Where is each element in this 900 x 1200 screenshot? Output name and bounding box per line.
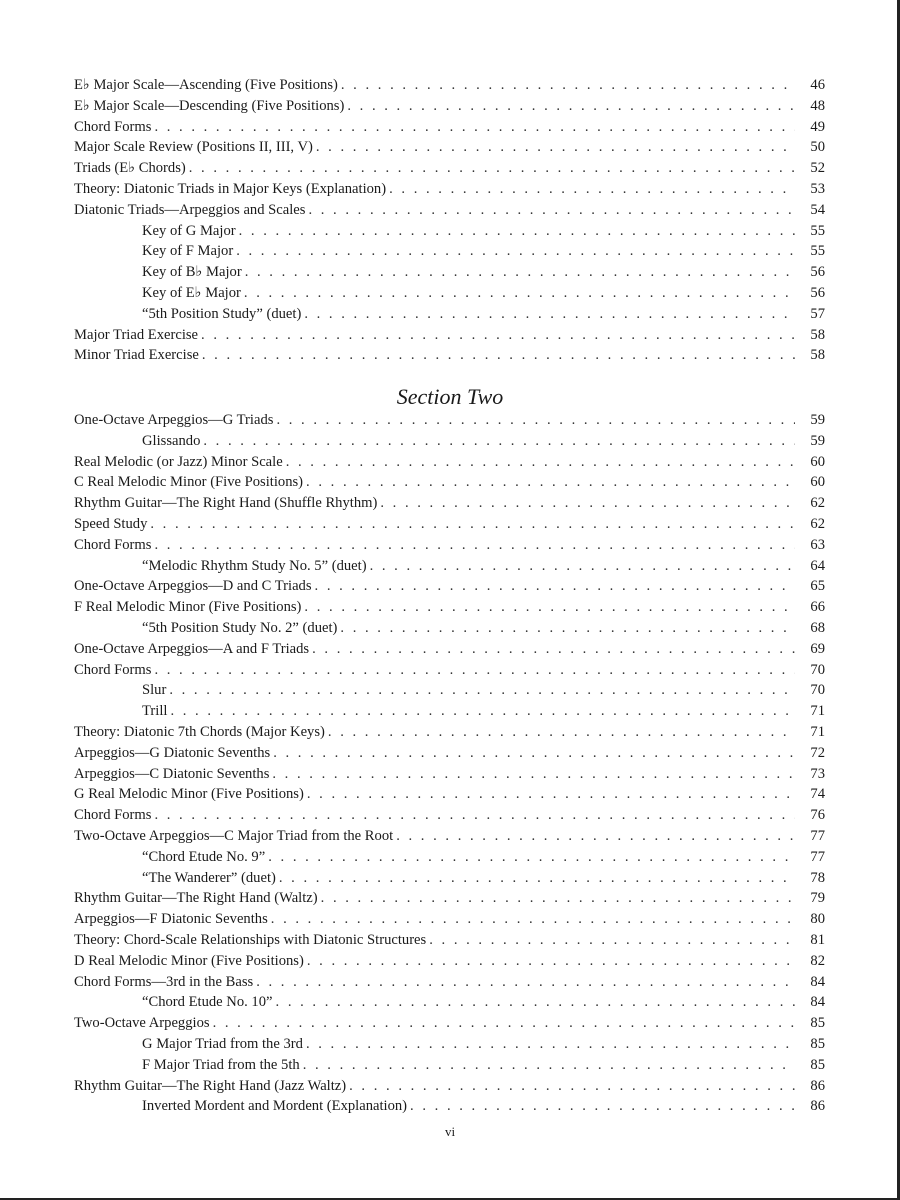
toc-entry-page: 57	[810, 305, 825, 322]
toc-entry-title: “The Wanderer” (duet)	[142, 869, 276, 886]
toc-entry-title: Theory: Diatonic Triads in Major Keys (Explanation)	[74, 180, 387, 197]
dot-leader	[189, 158, 795, 179]
toc-entry	[74, 345, 825, 366]
dot-leader	[306, 1034, 795, 1055]
toc-entry-page: 81	[810, 931, 825, 948]
toc-entry	[74, 117, 825, 138]
toc-entry-title: Triads (E♭ Chords)	[74, 160, 186, 177]
toc-entry	[74, 930, 825, 951]
dot-leader	[321, 888, 795, 909]
dot-leader	[203, 431, 795, 452]
dot-leader	[273, 743, 795, 764]
toc-entry-page: 84	[810, 973, 825, 990]
dot-leader	[307, 951, 795, 972]
toc-entry-page: 55	[810, 243, 825, 260]
toc-entry	[74, 909, 825, 930]
toc-entry-page: 56	[810, 284, 825, 301]
toc-entry	[74, 137, 825, 158]
toc-entry-page: 85	[810, 1035, 825, 1052]
toc-entry-page: 85	[810, 1015, 825, 1032]
toc-entry-title: “5th Position Study” (duet)	[142, 305, 302, 322]
dot-leader	[268, 847, 795, 868]
toc-entry	[74, 262, 825, 283]
toc-entry	[74, 1096, 825, 1117]
toc-entry-title: Key of F Major	[142, 243, 234, 260]
toc-entry-title: Arpeggios—F Diatonic Sevenths	[74, 911, 268, 928]
toc-entry-page: 68	[810, 619, 825, 636]
dot-leader	[328, 722, 795, 743]
toc-entry-title: Diatonic Triads—Arpeggios and Scales	[74, 201, 306, 218]
toc-entry	[74, 75, 825, 96]
toc-entry-title: “Chord Etude No. 9”	[142, 848, 266, 865]
dot-leader	[340, 618, 795, 639]
toc-entry	[74, 868, 825, 889]
toc-entry-title: Arpeggios—G Diatonic Sevenths	[74, 744, 271, 761]
toc-entry	[74, 431, 825, 452]
dot-leader	[170, 701, 795, 722]
toc-entry-title: One-Octave Arpeggios—G Triads	[74, 412, 274, 428]
dot-leader	[389, 179, 795, 200]
toc-entry-page: 46	[810, 77, 825, 93]
toc-entry	[74, 325, 825, 346]
dot-leader	[272, 764, 795, 785]
toc-entry	[74, 304, 825, 325]
toc-entry-title: Key of E♭ Major	[142, 284, 241, 301]
toc-entry	[74, 452, 825, 473]
toc-entry	[74, 680, 825, 701]
dot-leader	[239, 221, 795, 242]
toc-entry-title: Minor Triad Exercise	[74, 347, 199, 364]
toc-entry-page: 66	[810, 599, 825, 616]
toc-entry	[74, 951, 825, 972]
toc-entry-page: 55	[810, 222, 825, 239]
toc-entry-page: 58	[810, 326, 825, 343]
toc-entry-title: Major Scale Review (Positions II, III, V)	[74, 139, 313, 156]
dot-leader	[279, 868, 795, 889]
toc-entry-page: 86	[810, 1077, 825, 1094]
dot-leader	[154, 535, 795, 556]
toc-entry	[74, 992, 825, 1013]
toc-entry-title: Theory: Chord-Scale Relationships with Diatonic Structures	[74, 931, 427, 948]
dot-leader	[245, 262, 795, 283]
dot-leader	[276, 410, 795, 431]
toc-entry	[74, 283, 825, 304]
toc-entry-page: 77	[810, 827, 825, 844]
toc-entry	[74, 805, 825, 826]
toc-entry-title: Arpeggios—C Diatonic Sevenths	[74, 765, 270, 782]
toc-entry-title: Rhythm Guitar—The Right Hand (Shuffle Rhythm)	[74, 495, 378, 512]
toc-entry-page: 85	[810, 1056, 825, 1073]
toc-entry	[74, 96, 825, 117]
toc-entry	[74, 618, 825, 639]
toc-entry-page: 70	[810, 682, 825, 699]
toc-entry-title: “5th Position Study No. 2” (duet)	[142, 619, 338, 636]
toc-entry-page: 59	[810, 432, 825, 449]
toc-entry	[74, 221, 825, 242]
toc-entry-page: 63	[810, 536, 825, 553]
dot-leader	[150, 514, 795, 535]
dot-leader	[304, 304, 795, 325]
toc-entry	[74, 784, 825, 805]
dot-leader	[349, 1076, 795, 1097]
toc-entry	[74, 1076, 825, 1097]
toc-entry-page: 71	[810, 723, 825, 740]
toc-entry	[74, 639, 825, 660]
toc-entry-page: 49	[810, 118, 825, 135]
toc-entry-page: 76	[810, 807, 825, 824]
toc-entry-page: 60	[810, 474, 825, 491]
dot-leader	[306, 472, 795, 493]
dot-leader	[201, 325, 795, 346]
toc-entry-title: Slur	[142, 682, 167, 699]
toc-entry	[74, 1013, 825, 1034]
dot-leader	[256, 972, 795, 993]
toc-entry-page: 65	[810, 578, 825, 595]
dot-leader	[341, 75, 795, 96]
dot-leader	[303, 1055, 795, 1076]
toc-entry-page: 77	[810, 848, 825, 865]
toc-entry	[74, 179, 825, 200]
dot-leader	[154, 805, 795, 826]
toc-entry	[74, 556, 825, 577]
dot-leader	[169, 680, 795, 701]
toc-entry-page: 69	[810, 640, 825, 657]
toc-entry-page: 80	[810, 911, 825, 928]
toc-entry-page: 54	[810, 201, 825, 218]
toc-entry-page: 64	[810, 557, 825, 574]
toc-entry	[74, 826, 825, 847]
toc-entry-title: Rhythm Guitar—The Right Hand (Jazz Waltz)	[74, 1077, 347, 1094]
dot-leader	[202, 345, 795, 366]
toc-entry	[74, 158, 825, 179]
toc-entry-title: “Chord Etude No. 10”	[142, 994, 273, 1011]
toc-entry-title: One-Octave Arpeggios—A and F Triads	[74, 640, 310, 657]
toc-entry-page: 84	[810, 994, 825, 1011]
toc-entry-title: F Major Triad from the 5th	[142, 1056, 300, 1073]
toc-entry-title: Two-Octave Arpeggios—C Major Triad from the Root	[74, 827, 394, 844]
toc-entry-title: Chord Forms	[74, 661, 152, 678]
dot-leader	[308, 200, 795, 221]
toc-entry-page: 62	[810, 495, 825, 512]
toc-entry-page: 79	[810, 890, 825, 907]
toc-entry-title: G Major Triad from the 3rd	[142, 1035, 303, 1052]
toc-entry-title: E♭ Major Scale—Descending (Five Positions)	[74, 97, 345, 114]
toc-entry	[74, 241, 825, 262]
dot-leader	[304, 597, 795, 618]
toc-section-one-list	[74, 75, 825, 366]
page-number: vi	[444, 1124, 456, 1139]
toc-entry-title: Key of B♭ Major	[142, 264, 242, 281]
toc-entry-page: 70	[810, 661, 825, 678]
toc-entry-title: Chord Forms	[74, 118, 152, 135]
toc-entry	[74, 493, 825, 514]
dot-leader	[429, 930, 795, 951]
toc-entry-page: 82	[810, 952, 825, 969]
dot-leader	[347, 96, 795, 117]
toc-entry-title: Key of G Major	[142, 222, 236, 239]
toc-entry	[74, 472, 825, 493]
dot-leader	[307, 784, 795, 805]
toc-entry-title: Two-Octave Arpeggios	[74, 1015, 210, 1032]
dot-leader	[396, 826, 795, 847]
toc-section-two-list	[74, 410, 825, 1117]
toc-entry-title: E♭ Major Scale—Ascending (Five Positions)	[74, 77, 338, 93]
toc-entry-page: 50	[810, 139, 825, 156]
dot-leader	[276, 992, 795, 1013]
toc-entry	[74, 1055, 825, 1076]
toc-entry-title: D Real Melodic Minor (Five Positions)	[74, 952, 304, 969]
dot-leader	[244, 283, 795, 304]
toc-entry-title: F Real Melodic Minor (Five Positions)	[74, 599, 302, 616]
dot-leader	[271, 909, 795, 930]
toc-entry-page: 48	[810, 97, 825, 114]
toc-entry	[74, 764, 825, 785]
toc-entry-title: Major Triad Exercise	[74, 326, 199, 343]
toc-entry-title: Chord Forms—3rd in the Bass	[74, 973, 254, 990]
toc-entry-page: 78	[810, 869, 825, 886]
dot-leader	[213, 1013, 795, 1034]
toc-entry-title: Chord Forms	[74, 536, 152, 553]
toc-entry-title: Real Melodic (or Jazz) Minor Scale	[74, 453, 283, 470]
toc-entry-title: Glissando	[142, 432, 201, 449]
toc-entry-page: 53	[810, 180, 825, 197]
toc-entry	[74, 597, 825, 618]
toc-entry-title: Rhythm Guitar—The Right Hand (Waltz)	[74, 890, 318, 907]
toc-entry-title: Theory: Diatonic 7th Chords (Major Keys)	[74, 723, 325, 740]
toc-entry	[74, 660, 825, 681]
toc-entry-title: Trill	[142, 703, 168, 720]
toc-entry-title: Inverted Mordent and Mordent (Explanation)	[142, 1098, 408, 1115]
toc-entry	[74, 1034, 825, 1055]
toc-entry	[74, 410, 825, 431]
dot-leader	[410, 1096, 795, 1117]
toc-entry-title: G Real Melodic Minor (Five Positions)	[74, 786, 304, 803]
toc-entry	[74, 743, 825, 764]
dot-leader	[316, 137, 795, 158]
toc-entry	[74, 847, 825, 868]
toc-entry-title: Speed Study	[74, 515, 148, 532]
toc-entry-page: 52	[810, 160, 825, 177]
toc-entry-page: 59	[810, 412, 825, 428]
dot-leader	[315, 576, 795, 597]
toc-entry	[74, 576, 825, 597]
section-heading: Section Two	[396, 384, 504, 409]
toc-entry-page: 74	[810, 786, 825, 803]
dot-leader	[236, 241, 795, 262]
toc-entry	[74, 701, 825, 722]
toc-entry-page: 56	[810, 264, 825, 281]
dot-leader	[370, 556, 795, 577]
toc-entry	[74, 888, 825, 909]
toc-entry	[74, 200, 825, 221]
dot-leader	[286, 452, 795, 473]
toc-entry-title: C Real Melodic Minor (Five Positions)	[74, 474, 304, 491]
toc-entry	[74, 514, 825, 535]
toc-entry	[74, 722, 825, 743]
dot-leader	[312, 639, 795, 660]
toc-entry-title: One-Octave Arpeggios—D and C Triads	[74, 578, 312, 595]
toc-entry-page: 71	[810, 703, 825, 720]
toc-entry-page: 60	[810, 453, 825, 470]
toc-entry-page: 86	[810, 1098, 825, 1115]
toc-entry	[74, 535, 825, 556]
toc-entry-title: Chord Forms	[74, 807, 152, 824]
toc-entry-page: 73	[810, 765, 825, 782]
dot-leader	[154, 660, 795, 681]
toc-entry-title: “Melodic Rhythm Study No. 5” (duet)	[142, 557, 367, 574]
toc-entry-page: 72	[810, 744, 825, 761]
toc-entry-page: 62	[810, 515, 825, 532]
toc-entry-page: 58	[810, 347, 825, 364]
dot-leader	[154, 117, 795, 138]
toc-entry	[74, 972, 825, 993]
dot-leader	[380, 493, 795, 514]
